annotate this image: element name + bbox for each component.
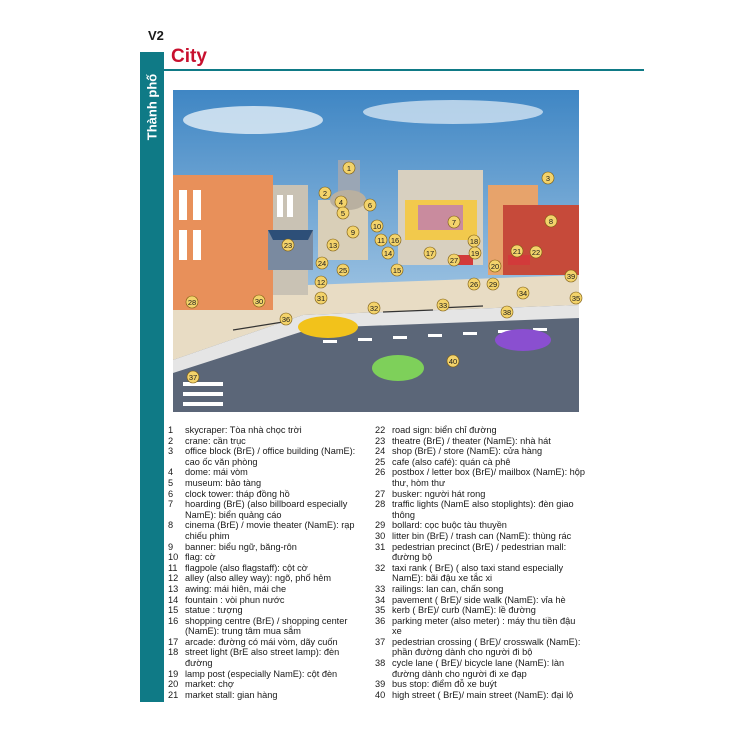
vocab-number: 8 xyxy=(168,520,174,531)
vocab-text: litter bin (BrE) / trash can (NamE): thùng rác xyxy=(392,530,572,541)
vocab-text: kerb ( BrE)/ curb (NamE): lề đường xyxy=(392,605,536,616)
vocab-entry xyxy=(168,552,368,563)
vocab-entry xyxy=(375,690,587,701)
vocab-entry xyxy=(168,679,368,690)
vocab-number: 40 xyxy=(375,689,386,700)
vocab-entry xyxy=(168,605,368,616)
marker-label: 40 xyxy=(448,357,458,366)
vocab-number: 20 xyxy=(168,679,179,690)
marker-27 xyxy=(448,254,460,266)
marker-25 xyxy=(337,264,349,276)
vocab-number: 34 xyxy=(375,594,386,605)
vocab-number: 16 xyxy=(168,615,179,626)
vocab-list-right xyxy=(375,425,587,700)
vocab-number: 14 xyxy=(168,594,179,605)
marker-label: 12 xyxy=(316,278,326,287)
vocab-text: bollard: cọc buộc tàu thuyền xyxy=(392,520,507,531)
marker-1 xyxy=(343,162,355,174)
section-label: Thành phố xyxy=(144,73,160,141)
marker-28 xyxy=(186,296,198,308)
vocab-text: lamp post (especially NamE): cột đèn xyxy=(185,668,338,679)
vocab-number: 26 xyxy=(375,467,386,478)
vocab-entry xyxy=(168,542,368,553)
vocab-entry xyxy=(375,595,587,606)
marker-11 xyxy=(375,234,387,246)
vocab-text: railings: lan can, chấn song xyxy=(392,583,504,594)
marker-label: 32 xyxy=(369,304,379,313)
vocab-text: flag: cờ xyxy=(185,552,216,563)
vocab-number: 23 xyxy=(375,435,386,446)
vocab-text: busker: người hát rong xyxy=(392,488,486,499)
marker-10 xyxy=(371,220,383,232)
marker-label: 15 xyxy=(392,266,402,275)
vocab-number: 15 xyxy=(168,605,179,616)
vocab-entry xyxy=(375,542,587,563)
marker-label: 36 xyxy=(281,315,291,324)
vocab-number: 38 xyxy=(375,658,386,669)
vocab-text: cinema (BrE) / movie theater (NamE): rạp chiếu phim xyxy=(185,520,355,541)
marker-label: 33 xyxy=(438,301,448,310)
vocab-number: 7 xyxy=(168,499,174,510)
page-code: V2 xyxy=(148,28,164,43)
marker-4 xyxy=(335,196,347,208)
marker-24 xyxy=(316,257,328,269)
marker-label: 18 xyxy=(469,237,479,246)
vocab-number: 27 xyxy=(375,488,386,499)
vocab-entry xyxy=(375,637,587,658)
vocab-number: 17 xyxy=(168,636,179,647)
vocab-entry xyxy=(168,489,368,500)
vocab-entry xyxy=(375,467,587,488)
vocab-entry xyxy=(375,457,587,468)
marker-label: 20 xyxy=(490,262,500,271)
marker-label: 37 xyxy=(188,373,198,382)
vocab-number: 22 xyxy=(375,425,386,435)
vocab-text: market stall: gian hàng xyxy=(185,689,278,700)
marker-13 xyxy=(327,239,339,251)
marker-37 xyxy=(187,371,199,383)
vocab-number: 21 xyxy=(168,689,179,700)
marker-label: 8 xyxy=(548,217,554,226)
vocab-entry xyxy=(168,563,368,574)
vocab-entry xyxy=(168,520,368,541)
vocab-entry xyxy=(168,478,368,489)
vocab-list-left xyxy=(168,425,368,700)
marker-label: 11 xyxy=(377,236,385,245)
vocab-text: traffic lights (NamE also stoplights): đèn giao thông xyxy=(392,499,574,520)
vocab-text: dome: mái vòm xyxy=(185,467,248,478)
marker-31 xyxy=(315,292,327,304)
vocab-text: pedestrian precinct (BrE) / pedestrian mall: đường bộ xyxy=(392,541,567,563)
vocab-number: 4 xyxy=(168,467,174,478)
vocab-entry xyxy=(168,690,368,701)
vocab-text: theatre (BrE) / theater (NamE): nhà hát xyxy=(392,435,551,446)
marker-26 xyxy=(468,278,480,290)
building-left xyxy=(173,175,273,310)
marker-label: 26 xyxy=(469,280,479,289)
vocab-text: hoarding (BrE) (also billboard especially NamE): biển quảng cáo xyxy=(185,499,348,520)
marker-8 xyxy=(545,215,557,227)
marker-23 xyxy=(282,239,294,251)
vocab-text: high street ( BrE)/ main street (NamE): đại lộ xyxy=(392,689,574,700)
marker-label: 31 xyxy=(316,294,326,303)
marker-16 xyxy=(389,234,401,246)
vocab-entry xyxy=(375,436,587,447)
vocab-text: parking meter (also meter) : máy thu tiền đậu xe xyxy=(392,615,576,637)
section-tab xyxy=(140,52,164,162)
vocab-text: statue : tượng xyxy=(185,605,243,616)
vocab-number: 36 xyxy=(375,615,386,626)
vocab-entry xyxy=(375,499,587,520)
vocab-text: postbox / letter box (BrE)/ mailbox (NamE): hộp thư, hòm thư xyxy=(392,467,586,488)
title-divider xyxy=(164,69,644,71)
purple-car xyxy=(495,329,551,351)
vocab-text: awing: mái hiên, mái che xyxy=(185,583,287,594)
vocab-number: 37 xyxy=(375,636,386,647)
marker-30 xyxy=(253,295,265,307)
marker-15 xyxy=(391,264,403,276)
vocab-number: 33 xyxy=(375,583,386,594)
vocab-text: office block (BrE) / office building (NamE): cao ốc văn phòng xyxy=(185,446,356,467)
vocab-text: clock tower: tháp đồng hồ xyxy=(185,488,290,499)
marker-33 xyxy=(437,299,449,311)
marker-label: 24 xyxy=(317,259,327,268)
vocab-entry xyxy=(375,679,587,690)
vocab-text: pedestrian crossing ( BrE)/ crosswalk (NamE): phần đường dành cho người đi bộ xyxy=(392,636,581,658)
vocab-text: pavement ( BrE)/ side walk (NamE): vỉa hè xyxy=(392,594,566,605)
vocab-text: shop (BrE) / store (NamE): cửa hàng xyxy=(392,446,543,457)
vocab-number: 19 xyxy=(168,668,179,679)
marker-9 xyxy=(347,226,359,238)
city-illustration xyxy=(173,90,579,412)
vocab-text: shopping centre (BrE) / shopping center (NamE): trung tâm mua sắm xyxy=(185,615,348,637)
green-car xyxy=(372,355,424,381)
marker-label: 21 xyxy=(512,247,522,256)
vocab-entry xyxy=(375,446,587,457)
marker-label: 35 xyxy=(571,294,581,303)
marker-7 xyxy=(448,216,460,228)
vocab-text: bus stop: điểm đỗ xe buýt xyxy=(392,679,497,690)
vocab-entry xyxy=(375,425,587,436)
vocab-entry xyxy=(168,669,368,680)
marker-2 xyxy=(319,187,331,199)
vocab-entry xyxy=(168,595,368,606)
vocab-number: 32 xyxy=(375,562,386,573)
vocab-text: flagpole (also flagstaff): cột cờ xyxy=(185,562,308,573)
vocab-number: 30 xyxy=(375,530,386,541)
vocab-text: crane: cần trục xyxy=(185,435,246,446)
vocab-number: 6 xyxy=(168,488,174,499)
vocab-number: 18 xyxy=(168,647,179,658)
vocab-number: 3 xyxy=(168,446,174,457)
vocab-entry xyxy=(168,647,368,668)
marker-label: 2 xyxy=(322,189,328,198)
vocab-entry xyxy=(168,467,368,478)
vocab-number: 31 xyxy=(375,541,386,552)
vocab-entry xyxy=(168,573,368,584)
vocab-number: 1 xyxy=(168,425,174,435)
vocab-text: museum: bảo tàng xyxy=(185,477,262,488)
vocab-entry xyxy=(375,520,587,531)
vocab-text: skycraper: Tòa nhà chọc trời xyxy=(185,425,302,435)
vocab-entry xyxy=(375,584,587,595)
marker-label: 6 xyxy=(367,201,373,210)
marker-label: 17 xyxy=(425,249,435,258)
marker-label: 25 xyxy=(338,266,348,275)
vocab-text: arcade: đường có mái vòm, dãy cuốn xyxy=(185,636,338,647)
marker-20 xyxy=(489,260,501,272)
marker-label: 16 xyxy=(390,236,400,245)
vocab-number: 5 xyxy=(168,477,174,488)
vocab-entry xyxy=(168,616,368,637)
vocab-text: alley (also alley way): ngõ, phố hẻm xyxy=(185,573,332,584)
vocab-number: 12 xyxy=(168,573,179,584)
marker-36 xyxy=(280,313,292,325)
marker-label: 30 xyxy=(254,297,264,306)
marker-29 xyxy=(487,278,499,290)
marker-14 xyxy=(382,247,394,259)
vocab-entry xyxy=(375,658,587,679)
marker-label: 23 xyxy=(283,241,293,250)
marker-label: 22 xyxy=(531,248,541,257)
marker-39 xyxy=(565,270,577,282)
vocab-number: 11 xyxy=(168,562,178,573)
vocab-number: 24 xyxy=(375,446,386,457)
marker-5 xyxy=(337,207,349,219)
marker-38 xyxy=(501,306,513,318)
vocab-text: cafe (also café): quán cà phê xyxy=(392,456,511,467)
vocab-number: 39 xyxy=(375,679,386,690)
marker-label: 27 xyxy=(449,256,459,265)
marker-21 xyxy=(511,245,523,257)
marker-40 xyxy=(447,355,459,367)
marker-32 xyxy=(368,302,380,314)
vocab-entry xyxy=(168,425,368,436)
taxi xyxy=(298,316,358,338)
marker-label: 39 xyxy=(566,272,576,281)
marker-12 xyxy=(315,276,327,288)
marker-6 xyxy=(364,199,376,211)
vocab-entry xyxy=(375,605,587,616)
marker-label: 13 xyxy=(328,241,338,250)
vocab-entry xyxy=(375,489,587,500)
marker-17 xyxy=(424,247,436,259)
marker-label: 29 xyxy=(488,280,498,289)
marker-22 xyxy=(530,246,542,258)
vocab-entry xyxy=(168,584,368,595)
vocab-text: road sign: biển chỉ đường xyxy=(392,425,497,435)
vocab-entry xyxy=(168,499,368,520)
marker-label: 19 xyxy=(470,249,480,258)
vocab-entry xyxy=(168,637,368,648)
vocab-text: street light (BrE also street lamp): đèn đường xyxy=(185,647,340,669)
vocab-number: 29 xyxy=(375,520,386,531)
vocab-number: 25 xyxy=(375,456,386,467)
marker-label: 10 xyxy=(372,222,382,231)
marker-label: 1 xyxy=(346,164,352,173)
vocab-text: market: chợ xyxy=(185,679,234,690)
vocab-number: 35 xyxy=(375,605,386,616)
marker-label: 5 xyxy=(340,209,346,218)
vocab-entry xyxy=(375,531,587,542)
marker-label: 28 xyxy=(187,298,197,307)
vocab-number: 2 xyxy=(168,435,174,446)
page-title: City xyxy=(171,46,207,67)
vocab-number: 13 xyxy=(168,583,179,594)
vocab-number: 28 xyxy=(375,499,386,510)
marker-34 xyxy=(517,287,529,299)
vocab-text: cycle lane ( BrE)/ bicycle lane (NamE): làn đường dành cho người đi xe đạp xyxy=(392,658,565,679)
marker-label: 38 xyxy=(502,308,512,317)
marker-19 xyxy=(469,247,481,259)
marker-18 xyxy=(468,235,480,247)
marker-35 xyxy=(570,292,582,304)
marker-label: 34 xyxy=(518,289,528,298)
vocab-text: banner: biểu ngữ, băng-rôn xyxy=(185,541,297,552)
vocab-entry xyxy=(168,446,368,467)
marker-label: 14 xyxy=(383,249,393,258)
marker-label: 7 xyxy=(451,218,457,227)
vocab-entry xyxy=(375,563,587,584)
vocab-number: 10 xyxy=(168,552,179,563)
marker-label: 9 xyxy=(350,228,356,237)
vocab-number: 9 xyxy=(168,541,174,552)
marker-label: 3 xyxy=(545,174,551,183)
marker-label: 4 xyxy=(338,198,344,207)
vocab-text: taxi rank ( BrE) ( also taxi stand especially NamE): bãi đậu xe tắc xi xyxy=(392,562,564,584)
vocab-entry xyxy=(168,436,368,447)
marker-3 xyxy=(542,172,554,184)
vocab-text: fountain : vòi phun nước xyxy=(185,594,285,605)
vocab-entry xyxy=(375,616,587,637)
